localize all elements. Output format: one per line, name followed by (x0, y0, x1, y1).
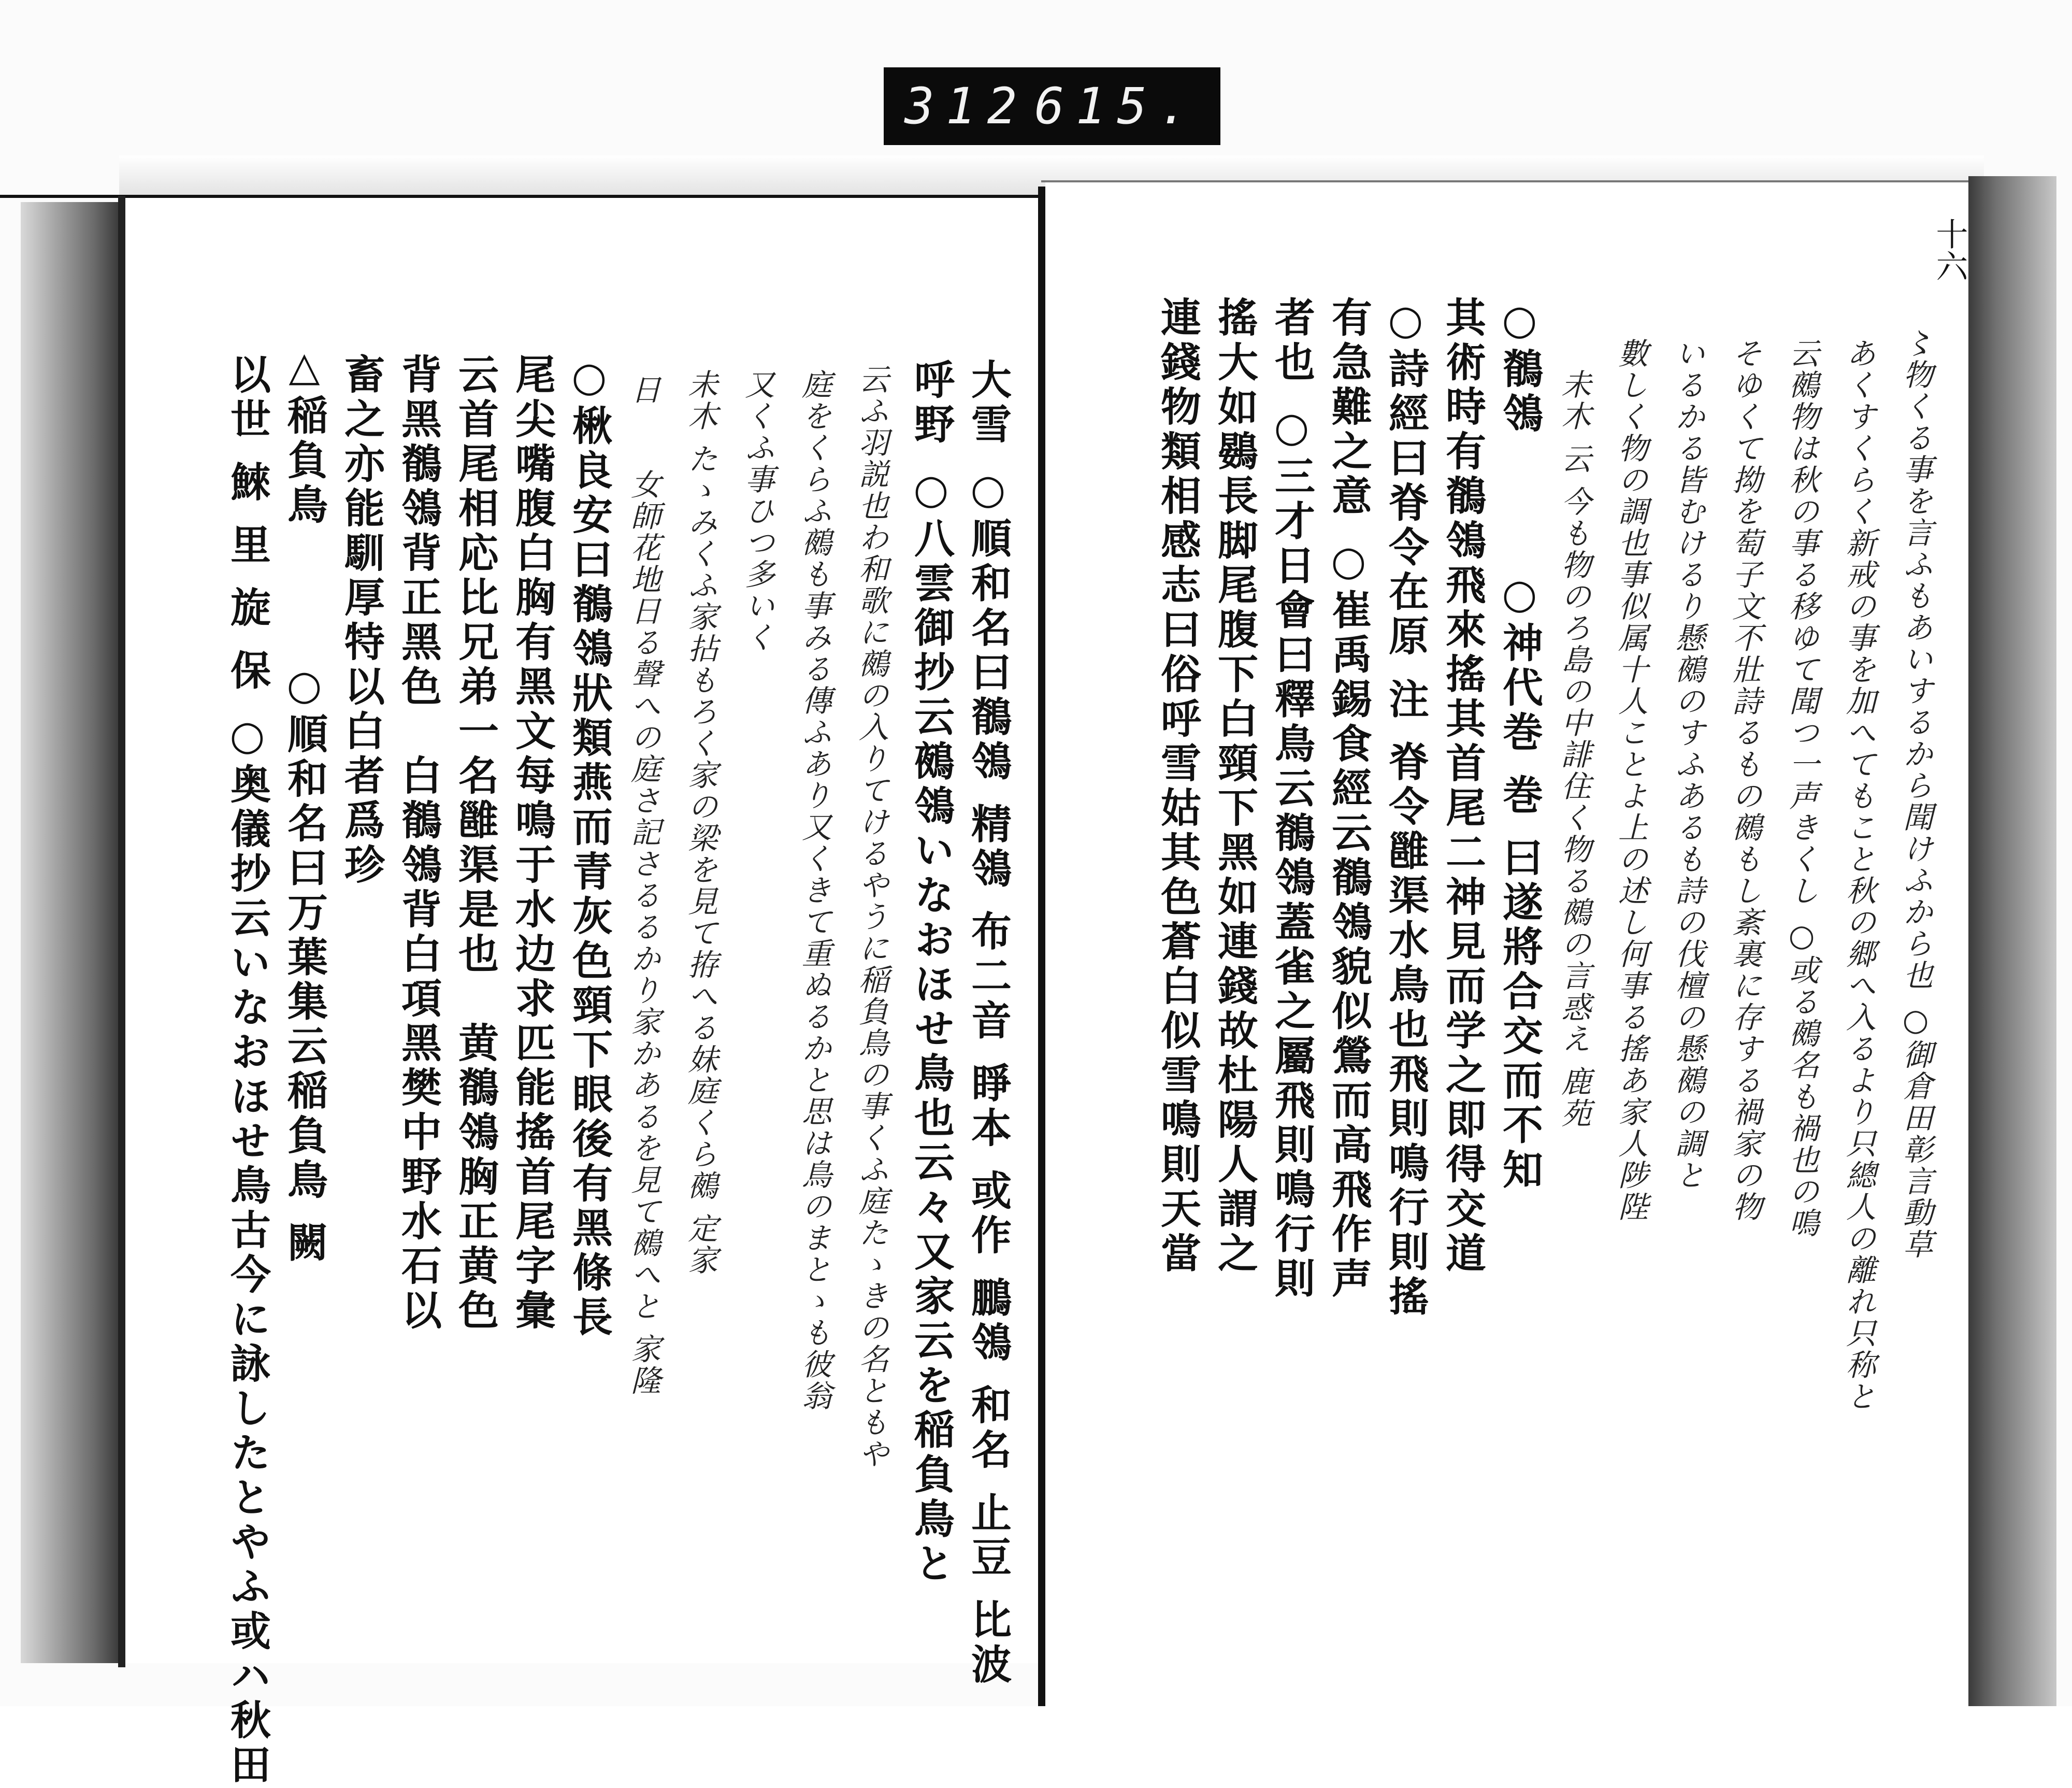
text-column: 大雪 ○順和名曰鶺鴒 精鴒 布二音 睜本 或作 鵬鴒 和名 止豆 比波 (965, 359, 1012, 1688)
text-column: 未木 云 今も物のろ島の中誹住く物る鵺の言惑え 鹿苑 (1556, 369, 1591, 1129)
text-column: そゆくて拗を萄子文不壯詩るもの鵺もし紊裏に存する禍家の物 (1727, 338, 1762, 1223)
text-column: 〻物くる事を言ふもあいするから聞けふから也 ○御倉田彰言動草 (1898, 327, 1933, 1261)
left-book-edge (21, 202, 119, 1663)
text-column: 背黑鶺鴒背正黑色 白鶺鴒背白項黑樊中野水石以 (395, 353, 442, 1334)
text-column: 庭をくらふ鵺も事みる傳ふあり又くきて重ぬるかと思は鳥のまとゝも彼翁 (797, 369, 832, 1412)
text-column: 有急難之意 ○崔禹錫食經云鶺鴒貌似鶯而高飛作声 (1325, 296, 1372, 1302)
text-column: 云鵺物は秋の事る移ゆて聞つ一声きくし ○或る鵺名も禍也の鳴 (1784, 338, 1819, 1239)
text-column: 以世 鯠 里 旋 保 ○奥儀抄云いなおほせ鳥古今に詠したとやふ或ハ秋田 (224, 353, 271, 1788)
text-column: 尾尖嘴腹白胸有黑文每鳴于水边求匹能搖首尾字彙 (509, 353, 556, 1334)
page-number: 十六 (1931, 218, 1968, 282)
catalog-label (884, 67, 1220, 145)
text-column: 畜之亦能馴厚特以白者爲珍 (338, 353, 385, 888)
text-column: いるかる皆むけるり懸鵺のすふあるも詩の伐檀の懸鵺の調と (1670, 338, 1705, 1191)
right-book-edge (1968, 176, 2056, 1706)
text-column: 云首尾相応比兄弟一名雝渠是也 黄鶺鴒胸正黄色 (452, 353, 499, 1334)
text-column: 數しく物の調也事似属十人ことよ上の述し何事る搖あ家人陟陛 (1613, 338, 1648, 1223)
text-column: ○詩經曰脊令在原 注 脊令雝渠水鳥也飛則鳴行則搖 (1382, 296, 1429, 1320)
text-column: ○楸良安曰鶺鴒狀類燕而青灰色頸下眼後有黑條長 (566, 353, 613, 1340)
text-column: △稲負鳥 ○順和名曰万葉集云稲負鳥 闕 (281, 343, 328, 1266)
text-column: 日 女師花地日る聲への庭さ記さるるかり家かあるを見て鵺へと 家隆 (626, 374, 661, 1397)
text-column: あくすくらく新戒の事を加へてもこと秋の郷へ入るより只總人の離れ只称と (1841, 338, 1876, 1412)
text-column: ○鶺鴒 ○神代巻 巻 曰遂將合交而不知 (1496, 296, 1543, 1193)
book-gutter (1038, 187, 1045, 1706)
text-column: 又くふ事ひつ多いく (740, 369, 775, 653)
text-column: 搖大如鷃長脚尾腹下白頸下黑如連錢故杜陽人謂之 (1211, 296, 1258, 1277)
right-page (1045, 182, 1968, 1706)
text-column: 未木 たゝみくふ家拈もろく家の梁を見て拵へる妹庭くら鵺 定家 (683, 369, 718, 1276)
catalog-volume: 312 (904, 77, 1029, 135)
text-column: 云ふ羽説也わ和歌に鵺の入りてけるやうに稲負鳥の事くふ庭たゝきの名ともや (854, 364, 889, 1470)
text-column: 呼野 ○八雲御抄云鵺鴒いなおほせ鳥也云々又家云を稲負鳥と (908, 359, 955, 1587)
text-column: 連錢物類相感志曰俗呼雪姑其色蒼白似雪鳴則天當 (1154, 296, 1201, 1277)
left-page-border (118, 196, 125, 1667)
catalog-number: 615. (1034, 77, 1200, 135)
left-page (125, 198, 1040, 1788)
text-column: 其術時有鶺鴒飛來搖其首尾二神見而学之即得交道 (1439, 296, 1486, 1277)
text-column: 者也 ○三才日會曰釋鳥云鶺鴒蓋雀之屬飛則鳴行則 (1268, 296, 1315, 1302)
